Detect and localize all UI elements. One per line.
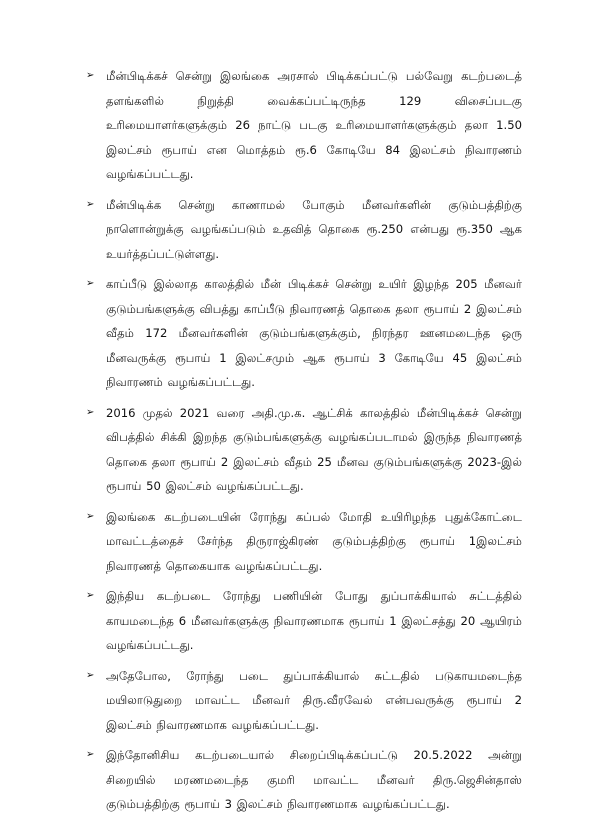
list-item-text: காப்பீடு இல்லாத காலத்தில் மீன் பிடிக்கச் சென்று உயிர் இழந்த 205 மீனவர் குடும்பங்களுக்கு விபத்து காப்பீடு நிவாரணத் தொகை தலா ரூபாய் 2 இலட்சம் வீதம் 172 மீனவர்களின் குடும்பங்களுக்கும், நிரந்தர ஊனமடைந்த ஒரு மீனவருக்கு ரூபாய் 1 இலட்சமும் ஆக ரூபாய் 3 கோடியே 45 இலட்சம் நிவாரணம் வழங்கப்பட்டது. xyxy=(106,277,522,389)
list-item-text: மீன்பிடிக்கச் சென்று இலங்கை அரசால் பிடிக்கப்பட்டு பல்வேறு கடற்படைத் தளங்களில் நிறுத்தி வைக்கப்பட்டிருந்த 129 விசைப்படகு உரிமையாளர்களுக்கும் 26 நாட்டு படகு உரிமையாளர்களுக்கும் தலா 1.50 இலட்சம் ரூபாய் என மொத்தம் ரூ.6 கோடியே 84 இலட்சம் நிவாரணம் வழங்கப்பட்டது. xyxy=(106,69,522,181)
list-item xyxy=(86,272,522,395)
list-item-text: மீன்பிடிக்க சென்று காணாமல் போகும் மீனவர்களின் குடும்பத்திற்கு நாளொன்றுக்கு வழங்கப்படும் உதவித் தொகை ரூ.250 என்பது ரூ.350 ஆக உயர்த்தப்பட்டுள்ளது. xyxy=(106,197,522,261)
arrow-bullet-icon: ➢ xyxy=(86,278,95,289)
arrow-bullet-icon: ➢ xyxy=(86,510,95,522)
arrow-bullet-icon: ➢ xyxy=(86,590,95,601)
arrow-bullet-icon: ➢ xyxy=(86,749,95,760)
list-item xyxy=(86,64,522,187)
list-item-text: 2016 முதல் 2021 வரை அதி.மு.க. ஆட்சிக் காலத்தில் மீன்பிடிக்கச் சென்று விபத்தில் சிக்கி இறந்த குடும்பங்களுக்கு வழங்கப்படாமல் இருந்த நிவாரணத் தொகை தலா ரூபாய் 2 இலட்சம் வீதம் 25 மீனவ குடும்பங்களுக்கு 2023-இல் ரூபாய் 50 இலட்சம் வழங்கப்பட்டது. xyxy=(106,405,522,493)
list-item-text: அதேபோல, ரோந்து படை துப்பாக்கியால் சுட்டதில் படுகாயமடைந்த மயிலாடுதுறை மாவட்ட மீனவர் திரு.வீரவேல் என்பவருக்கு ரூபாய் 2 இலட்சம் நிவாரணமாக வழங்கப்பட்டது. xyxy=(106,668,522,732)
list-item xyxy=(86,664,522,738)
list-item xyxy=(86,401,522,499)
arrow-bullet-icon: ➢ xyxy=(86,669,95,681)
list-item-text: இந்திய கடற்படை ரோந்து பணியின் போது துப்பாக்கியால் சுட்டத்தில் காயமடைந்த 6 மீனவர்களுக்கு நிவாரணமாக ரூபாய் 1 இலட்சத்து 20 ஆயிரம் வழங்கப்பட்டது. xyxy=(106,589,522,652)
list-item xyxy=(86,193,522,267)
arrow-bullet-icon: ➢ xyxy=(86,70,95,81)
bullet-list xyxy=(86,64,522,823)
list-item xyxy=(86,505,522,579)
arrow-bullet-icon: ➢ xyxy=(86,198,95,210)
list-item xyxy=(86,584,522,658)
arrow-bullet-icon: ➢ xyxy=(86,406,95,418)
list-item-text: இலங்கை கடற்படையின் ரோந்து கப்பல் மோதி உயிரிழந்த புதுக்கோட்டை மாவட்டத்தைச் சேர்ந்த திருராஜ்கிரண் குடும்பத்திற்கு ரூபாய் 1இலட்சம் நிவாரணத் தொகையாக வழங்கப்பட்டது. xyxy=(106,509,522,573)
list-item-text: இந்தோனிசிய கடற்படையால் சிறைப்பிடிக்கப்பட்டு 20.5.2022 அன்று சிறையில் மரணமடைந்த குமரி மாவட்ட மீனவர் திரு.ஜெசின்தாஸ் குடும்பத்திற்கு ரூபாய் 3 இலட்சம் நிவாரணமாக வழங்கப்பட்டது. xyxy=(106,748,522,811)
list-item xyxy=(86,743,522,817)
